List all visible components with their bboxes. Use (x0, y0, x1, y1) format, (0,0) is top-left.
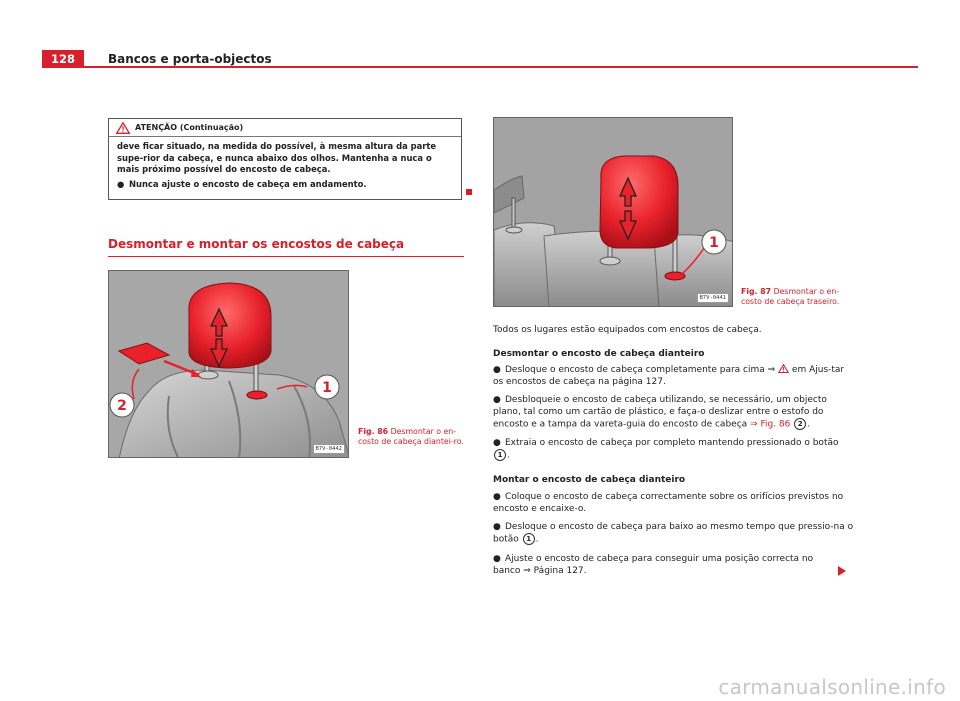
bullet-icon: ● (493, 522, 501, 532)
figure-87-code: B7V-0441 (697, 293, 730, 303)
warning-triangle-icon (778, 364, 789, 373)
figure-87-callout-1: 1 (709, 235, 719, 251)
warning-paragraph: deve ficar situado, na medida do possível, à mesma altura da parte supe-rior da cabeça, e nunca abaixo dos olhos. Mantenha a nuca o mais próximo possível do encosto de cabeça. (117, 141, 437, 174)
bullet-icon: ● (493, 365, 501, 375)
period: . (535, 534, 539, 545)
callout-2-badge: 2 (794, 418, 806, 430)
intro-text: Todos os lugares estão equipados com encostos de cabeça. (493, 325, 762, 335)
step-remove-2 (493, 394, 855, 431)
warning-bullet-text: Nunca ajuste o encosto de cabeça em andamento. (129, 178, 367, 189)
figure-86-callout-1: 1 (322, 380, 332, 396)
step-remove-1-text-a: Desloque o encosto de cabeça completamente para cima ⇒ (505, 365, 776, 375)
section-title: Desmontar e montar os encostos de cabeça (108, 237, 405, 251)
warning-body (117, 141, 455, 193)
watermark: carmanualsonline.info (718, 675, 946, 699)
bullet-icon: ● (493, 492, 501, 502)
page-number: 128 (42, 50, 84, 68)
header-rule (84, 66, 918, 68)
step-install-3-text: Ajuste o encosto de cabeça para conseguir uma posição correcta no banco ⇒ Página 127. (493, 554, 814, 576)
subheading-remove: Desmontar o encosto de cabeça dianteiro (493, 349, 705, 359)
figure-86-label: Fig. 86 (358, 427, 389, 436)
step-install-2 (493, 521, 855, 546)
figure-86-image (108, 270, 349, 458)
step-install-3 (493, 553, 833, 577)
section-rule (108, 256, 464, 257)
figure-87-label: Fig. 87 (741, 287, 772, 296)
end-of-section-marker (466, 189, 472, 195)
figure-86-caption-text: Desmontar o en-costo de cabeça diantei-ro. (358, 427, 464, 446)
subheading-install: Montar o encosto de cabeça dianteiro (493, 475, 686, 485)
step-install-2-text: Desloque o encosto de cabeça para baixo ao mesmo tempo que pressio-na o botão (493, 522, 854, 545)
callout-1-badge: 1 (494, 449, 506, 461)
step-install-1-text: Coloque o encosto de cabeça correctamente sobre os orifícios previstos no encosto e encaixe-o. (493, 492, 844, 514)
figure-86-callout-2: 2 (117, 398, 127, 414)
period: . (807, 419, 811, 430)
bullet-icon: ● (493, 554, 501, 564)
step-remove-1-text-b: em Ajus-tar os encostos de cabeça na página 127. (493, 365, 845, 387)
continue-arrow-icon (838, 566, 846, 576)
chapter-title: Bancos e porta-objectos (108, 52, 272, 66)
figure-86-link[interactable]: ⇒ Fig. 86 (750, 419, 791, 430)
rear-headrest-illustration (494, 118, 733, 307)
bullet-icon: ● (493, 438, 501, 448)
step-install-1 (493, 491, 855, 515)
warning-triangle-icon (116, 122, 130, 134)
warning-box (108, 118, 462, 200)
bullet-icon: ● (117, 178, 125, 189)
figure-87-caption-text: Desmontar o en-costo de cabeça traseiro. (741, 287, 840, 306)
step-remove-3 (493, 437, 855, 462)
step-remove-2-text: Desbloqueie o encosto de cabeça utilizando, se necessário, um objecto plano, tal como um cartão de plástico, e faça-o deslizar entre o estofo do encosto e a tampa da vareta-guia do encosto de cabeça (493, 395, 827, 430)
figure-87-image (493, 117, 733, 307)
period: . (507, 450, 510, 461)
step-remove-3-text: Extraia o encosto de cabeça por completo mantendo pressionado o botão (505, 438, 839, 448)
front-headrest-illustration (109, 271, 349, 458)
callout-1-badge: 1 (523, 533, 535, 545)
figure-86-code: B7V-0442 (313, 444, 346, 454)
warning-title: ATENÇÃO (Continuação) (135, 123, 244, 132)
warning-bullet (117, 179, 455, 191)
bullet-icon: ● (493, 395, 501, 405)
figure-87-caption (741, 287, 859, 307)
warning-header (109, 119, 461, 137)
figure-86-caption (358, 427, 466, 447)
step-remove-1 (493, 364, 855, 388)
